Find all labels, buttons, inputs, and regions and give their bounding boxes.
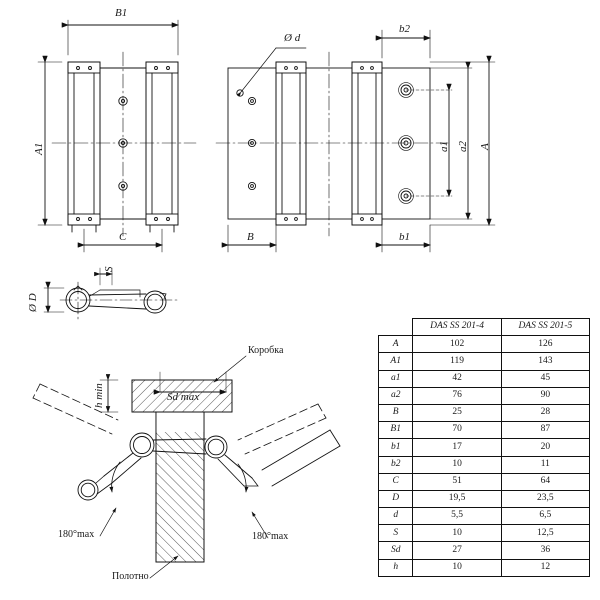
table-row bbox=[379, 490, 590, 507]
param-cell: C bbox=[379, 473, 413, 490]
table-corner-cell bbox=[379, 319, 413, 336]
param-cell: B bbox=[379, 404, 413, 421]
specification-table bbox=[378, 318, 590, 577]
view-section-top bbox=[44, 268, 180, 320]
value-cell: 23,5 bbox=[501, 490, 589, 507]
param-cell: A1 bbox=[379, 353, 413, 370]
view-side bbox=[216, 30, 495, 252]
value-cell: 11 bbox=[501, 456, 589, 473]
value-cell: 12 bbox=[501, 559, 589, 576]
table-row bbox=[379, 456, 590, 473]
value-cell: 90 bbox=[501, 387, 589, 404]
param-cell: d bbox=[379, 508, 413, 525]
table-row bbox=[379, 353, 590, 370]
param-cell: h bbox=[379, 559, 413, 576]
label-b: B bbox=[247, 231, 254, 243]
view-installation bbox=[33, 356, 340, 578]
value-cell: 17 bbox=[413, 439, 501, 456]
param-cell: b1 bbox=[379, 439, 413, 456]
value-cell: 27 bbox=[413, 542, 501, 559]
label-s: S bbox=[103, 266, 115, 272]
label-polotno: Полотно bbox=[112, 571, 149, 582]
label-a1-small: a1 bbox=[438, 141, 450, 152]
label-angle-left: 180°max bbox=[58, 529, 95, 540]
value-cell: 87 bbox=[501, 422, 589, 439]
table-row bbox=[379, 439, 590, 456]
table-col-201-4: DAS SS 201-4 bbox=[413, 319, 501, 336]
view-front bbox=[38, 20, 196, 252]
value-cell: 10 bbox=[413, 559, 501, 576]
label-korobka: Коробка bbox=[248, 345, 284, 356]
param-cell: B1 bbox=[379, 422, 413, 439]
param-cell: a1 bbox=[379, 370, 413, 387]
table-row bbox=[379, 542, 590, 559]
table-header-row bbox=[379, 319, 590, 336]
value-cell: 64 bbox=[501, 473, 589, 490]
value-cell: 20 bbox=[501, 439, 589, 456]
table-col-201-5: DAS SS 201-5 bbox=[501, 319, 589, 336]
label-diameter-d: Ø d bbox=[284, 32, 301, 44]
param-cell: S bbox=[379, 525, 413, 542]
param-cell: b2 bbox=[379, 456, 413, 473]
value-cell: 45 bbox=[501, 370, 589, 387]
value-cell: 36 bbox=[501, 542, 589, 559]
param-cell: Sd bbox=[379, 542, 413, 559]
table-row bbox=[379, 473, 590, 490]
table-row bbox=[379, 387, 590, 404]
table-row bbox=[379, 422, 590, 439]
table-row bbox=[379, 559, 590, 576]
value-cell: 5,5 bbox=[413, 508, 501, 525]
value-cell: 10 bbox=[413, 525, 501, 542]
label-a2: a2 bbox=[457, 141, 469, 152]
label-b1: B1 bbox=[115, 7, 128, 19]
value-cell: 76 bbox=[413, 387, 501, 404]
table-row bbox=[379, 508, 590, 525]
label-b1-lower: b1 bbox=[399, 231, 410, 243]
value-cell: 25 bbox=[413, 404, 501, 421]
value-cell: 51 bbox=[413, 473, 501, 490]
label-angle-right: 180°max bbox=[252, 531, 289, 542]
value-cell: 10 bbox=[413, 456, 501, 473]
value-cell: 126 bbox=[501, 336, 589, 353]
param-cell: A bbox=[379, 336, 413, 353]
label-h-min: h min bbox=[93, 383, 105, 408]
label-a1: A1 bbox=[33, 142, 45, 155]
label-diameter-big-d: Ø D bbox=[27, 293, 39, 312]
value-cell: 19,5 bbox=[413, 490, 501, 507]
table-row bbox=[379, 370, 590, 387]
value-cell: 6,5 bbox=[501, 508, 589, 525]
value-cell: 42 bbox=[413, 370, 501, 387]
label-b2: b2 bbox=[399, 23, 410, 35]
label-c: C bbox=[119, 231, 127, 243]
table-row bbox=[379, 525, 590, 542]
label-sd-max: Sd max bbox=[167, 391, 200, 403]
value-cell: 70 bbox=[413, 422, 501, 439]
table-row bbox=[379, 404, 590, 421]
value-cell: 102 bbox=[413, 336, 501, 353]
value-cell: 28 bbox=[501, 404, 589, 421]
param-cell: a2 bbox=[379, 387, 413, 404]
value-cell: 12,5 bbox=[501, 525, 589, 542]
param-cell: D bbox=[379, 490, 413, 507]
value-cell: 119 bbox=[413, 353, 501, 370]
label-a-overall: A bbox=[479, 143, 491, 150]
value-cell: 143 bbox=[501, 353, 589, 370]
spec-table-body bbox=[379, 319, 590, 577]
table-row bbox=[379, 336, 590, 353]
